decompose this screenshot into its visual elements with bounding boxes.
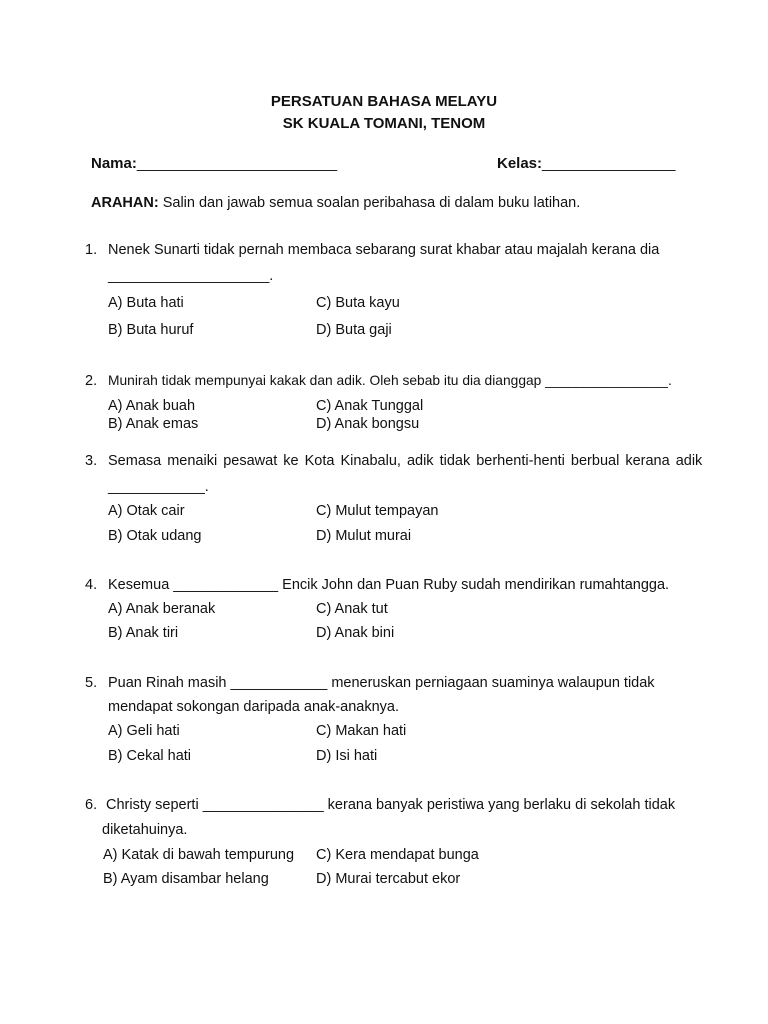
option-c: C) Anak Tunggal xyxy=(316,398,424,414)
question-number: 1. xyxy=(85,242,98,258)
instruction-text: Salin dan jawab semua soalan peribahasa di dalam buku latihan. xyxy=(162,195,581,211)
option-d: D) Isi hati xyxy=(316,748,378,764)
question-text-line: Puan Rinah masih ____________ meneruskan perniagaan suaminya walaupun tidak xyxy=(108,675,655,691)
option-d: D) Murai tercabut ekor xyxy=(316,871,461,887)
option-b: B) Otak udang xyxy=(108,528,202,544)
option-d: D) Buta gaji xyxy=(316,322,392,338)
question-text-line: Munirah tidak mempunyai kakak dan adik. Oleh sebab itu dia dianggap ________________. xyxy=(108,373,672,388)
option-d: D) Mulut murai xyxy=(316,528,412,544)
option-a: A) Anak buah xyxy=(108,398,196,414)
instruction-label: ARAHAN: xyxy=(91,195,159,211)
question-text-line: Semasa menaiki pesawat ke Kota Kinabalu, adik tidak berhenti-henti berbual kerana adik xyxy=(108,453,703,469)
question-number: 2. xyxy=(85,373,98,389)
option-a: A) Anak beranak xyxy=(108,601,216,617)
question-text-line: mendapat sokongan daripada anak-anaknya. xyxy=(108,699,400,715)
option-d: D) Anak bini xyxy=(316,625,395,641)
option-c: C) Buta kayu xyxy=(316,295,400,311)
question-text-line: ____________________. xyxy=(108,268,274,284)
option-d: D) Anak bongsu xyxy=(316,416,420,432)
name-field xyxy=(91,155,337,172)
option-b: B) Anak emas xyxy=(108,416,199,432)
question-number: 4. xyxy=(85,577,98,593)
option-a: A) Katak di bawah tempurung xyxy=(103,847,295,863)
option-a: A) Geli hati xyxy=(108,723,180,739)
class-field xyxy=(497,155,676,172)
option-c: C) Anak tut xyxy=(316,601,388,617)
question-text-line: Christy seperti _______________ kerana banyak peristiwa yang berlaku di sekolah tidak xyxy=(106,797,676,813)
option-a: A) Otak cair xyxy=(108,503,185,519)
option-b: B) Cekal hati xyxy=(108,748,192,764)
option-c: C) Mulut tempayan xyxy=(316,503,439,519)
name-blank: ________________________ xyxy=(136,155,338,172)
option-a: A) Buta hati xyxy=(108,295,184,311)
question-text-line: Nenek Sunarti tidak pernah membaca sebarang surat khabar atau majalah kerana dia xyxy=(108,242,660,258)
question-number: 5. xyxy=(85,675,98,691)
option-b: B) Ayam disambar helang xyxy=(103,871,269,887)
question-text-line: ____________. xyxy=(108,479,209,495)
option-c: C) Makan hati xyxy=(316,723,407,739)
class-blank: ________________ xyxy=(542,155,676,172)
name-label: Nama: xyxy=(91,155,137,172)
option-b: B) Buta huruf xyxy=(108,322,194,338)
question-text-line: diketahuinya. xyxy=(102,822,188,838)
school-society-title: PERSATUAN BAHASA MELAYU xyxy=(270,93,498,110)
option-b: B) Anak tiri xyxy=(108,625,179,641)
instruction xyxy=(91,195,580,211)
question-text-line: Kesemua _____________ Encik John dan Puan Ruby sudah mendirikan rumahtangga. xyxy=(108,577,670,593)
class-label: Kelas: xyxy=(497,155,543,172)
question-number: 3. xyxy=(85,453,98,469)
option-c: C) Kera mendapat bunga xyxy=(316,847,479,863)
school-name-title: SK KUALA TOMANI, TENOM xyxy=(282,115,486,132)
question-number: 6. xyxy=(85,797,98,813)
